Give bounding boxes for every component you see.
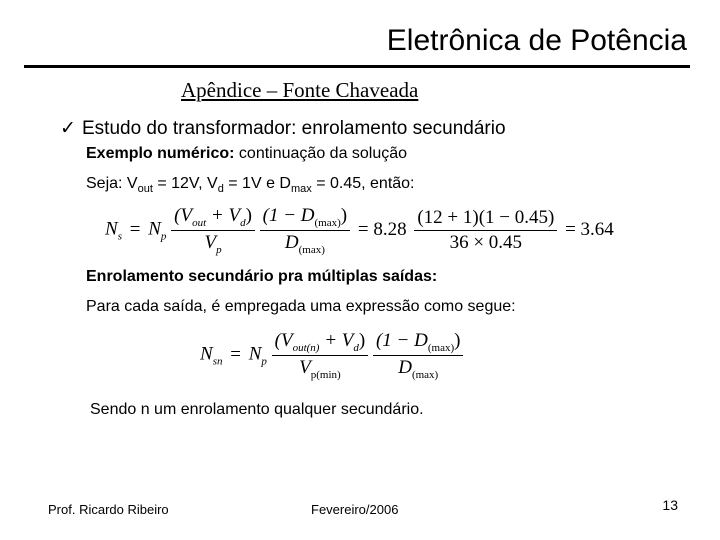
eq-term: (1 − D [375,330,428,351]
eq-term: ) [358,330,366,351]
eq-term: ) [454,330,461,351]
eq-term: ) [340,205,348,226]
equation-ns [105,205,617,256]
title-divider [24,65,690,68]
example-text: continuação da solução [234,145,408,162]
eq-result: = 8.28 [357,218,407,240]
given-text: = 1V e D [223,175,291,192]
given-text: = 12V, V [152,175,218,192]
eq-sub: out [192,216,207,229]
slide-subtitle: Apêndice – Fonte Chaveada [181,78,419,102]
fraction [373,330,463,381]
check-mark-icon: ✓ [60,118,76,139]
eq-symbol: N [105,218,118,240]
bullet-item [60,117,506,140]
eq-term: D [284,231,299,253]
equation-nsn [200,330,463,381]
eq-term: (V [274,330,293,351]
eq-term: + V [319,330,354,351]
note-text: Sendo n um enrolamento qualquer secundário. [90,401,424,418]
eq-sub: d [240,216,246,229]
eq-sub: out(n) [292,341,320,354]
eq-sub: p(min) [310,368,341,381]
example-line [86,145,407,163]
given-values-line [86,175,415,195]
eq-sub: (max) [314,216,341,229]
fraction [260,205,350,256]
eq-term: (V [174,205,193,226]
fraction [171,205,255,256]
eq-term: 36 × 0.45 [449,231,523,253]
eq-sub: (max) [427,341,455,354]
eq-term: ) [245,205,252,226]
given-sub: out [137,183,153,196]
eq-sub: sn [212,355,223,368]
slide-title: Eletrônica de Potência [386,24,687,57]
footer-date: Fevereiro/2006 [311,502,399,517]
given-sub: d [217,183,224,196]
eq-sub: (max) [298,243,325,256]
given-text: Seja: V [86,175,138,192]
eq-sub: s [117,230,122,243]
multi-text: Para cada saída, é empregada uma expressão como segue: [86,298,516,315]
page-number: 13 [662,497,678,513]
eq-sub: p [160,230,167,243]
eq-symbol: N [148,218,161,240]
eq-term: V [299,356,311,378]
eq-sub: p [216,243,222,256]
eq-result: = 3.64 [565,218,614,240]
eq-sub: p [261,355,267,368]
eq-operator: = [230,343,241,365]
eq-symbol: N [200,343,213,365]
eq-sub: (max) [411,368,439,381]
eq-symbol: N [248,343,262,365]
eq-term: + V [206,205,241,226]
footer-author: Prof. Ricardo Ribeiro [48,502,169,517]
fraction [414,207,557,254]
eq-operator: = [129,218,141,240]
given-sub: max [290,183,312,196]
eq-term: (1 − D [262,205,315,226]
multi-heading: Enrolamento secundário pra múltiplas saídas: [86,268,438,285]
eq-term: D [398,356,412,378]
fraction [272,330,369,381]
bullet-text: Estudo do transformador: enrolamento secundário [82,118,506,139]
given-text: = 0.45, então: [311,175,415,192]
eq-term: (12 + 1)(1 − 0.45) [414,207,557,231]
eq-term: V [204,231,217,253]
example-heading: Exemplo numérico: [86,145,235,162]
eq-sub: d [353,341,359,354]
